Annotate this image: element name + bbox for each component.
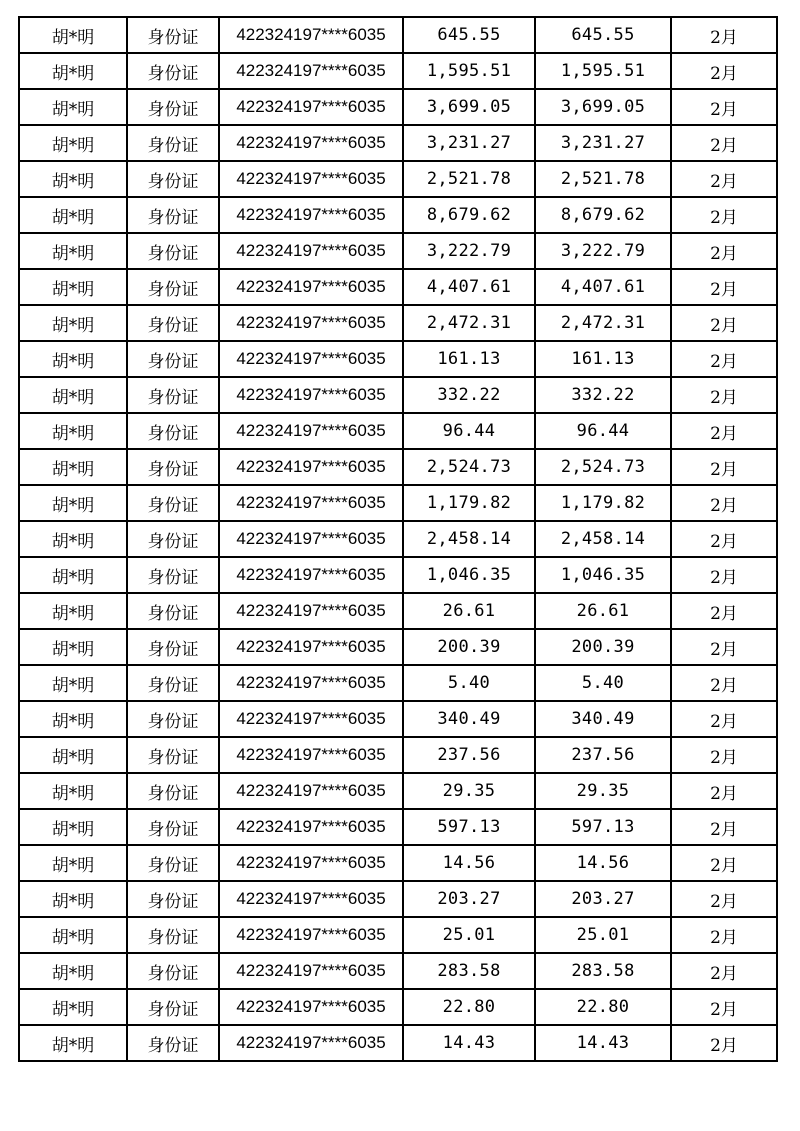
cell-amount-a: 2,472.31 <box>403 305 535 341</box>
cell-name: 胡*明 <box>19 197 127 233</box>
cell-amount-b: 5.40 <box>535 665 671 701</box>
table-row <box>19 809 777 845</box>
table-row <box>19 737 777 773</box>
cell-id-number: 422324197****6035 <box>219 377 403 413</box>
cell-amount-a: 645.55 <box>403 17 535 53</box>
table-row <box>19 953 777 989</box>
cell-name: 胡*明 <box>19 161 127 197</box>
cell-name: 胡*明 <box>19 557 127 593</box>
cell-name: 胡*明 <box>19 809 127 845</box>
table-row <box>19 845 777 881</box>
cell-name: 胡*明 <box>19 665 127 701</box>
cell-month: 2月 <box>671 269 777 305</box>
table-row <box>19 701 777 737</box>
cell-name: 胡*明 <box>19 989 127 1025</box>
cell-id-number: 422324197****6035 <box>219 557 403 593</box>
cell-id-type: 身份证 <box>127 485 219 521</box>
cell-id-number: 422324197****6035 <box>219 917 403 953</box>
cell-month: 2月 <box>671 53 777 89</box>
cell-amount-a: 1,595.51 <box>403 53 535 89</box>
cell-month: 2月 <box>671 89 777 125</box>
cell-amount-a: 4,407.61 <box>403 269 535 305</box>
table-row <box>19 233 777 269</box>
cell-month: 2月 <box>671 305 777 341</box>
cell-month: 2月 <box>671 125 777 161</box>
table-row <box>19 89 777 125</box>
cell-id-number: 422324197****6035 <box>219 665 403 701</box>
cell-amount-b: 200.39 <box>535 629 671 665</box>
cell-name: 胡*明 <box>19 485 127 521</box>
cell-amount-b: 26.61 <box>535 593 671 629</box>
cell-month: 2月 <box>671 953 777 989</box>
cell-id-type: 身份证 <box>127 953 219 989</box>
table-row <box>19 377 777 413</box>
cell-amount-b: 96.44 <box>535 413 671 449</box>
cell-amount-b: 14.43 <box>535 1025 671 1061</box>
cell-amount-a: 5.40 <box>403 665 535 701</box>
cell-amount-b: 645.55 <box>535 17 671 53</box>
cell-amount-a: 2,524.73 <box>403 449 535 485</box>
cell-amount-a: 203.27 <box>403 881 535 917</box>
cell-id-type: 身份证 <box>127 413 219 449</box>
cell-amount-a: 25.01 <box>403 917 535 953</box>
cell-month: 2月 <box>671 485 777 521</box>
cell-id-number: 422324197****6035 <box>219 845 403 881</box>
cell-name: 胡*明 <box>19 593 127 629</box>
cell-id-type: 身份证 <box>127 809 219 845</box>
cell-amount-b: 3,699.05 <box>535 89 671 125</box>
cell-id-type: 身份证 <box>127 233 219 269</box>
table-row <box>19 341 777 377</box>
table-row <box>19 593 777 629</box>
cell-amount-a: 200.39 <box>403 629 535 665</box>
cell-amount-b: 2,524.73 <box>535 449 671 485</box>
cell-id-number: 422324197****6035 <box>219 485 403 521</box>
cell-name: 胡*明 <box>19 341 127 377</box>
cell-id-type: 身份证 <box>127 269 219 305</box>
cell-id-number: 422324197****6035 <box>219 989 403 1025</box>
cell-id-number: 422324197****6035 <box>219 593 403 629</box>
cell-month: 2月 <box>671 557 777 593</box>
cell-name: 胡*明 <box>19 53 127 89</box>
cell-month: 2月 <box>671 377 777 413</box>
cell-id-number: 422324197****6035 <box>219 125 403 161</box>
cell-amount-a: 8,679.62 <box>403 197 535 233</box>
cell-amount-a: 1,046.35 <box>403 557 535 593</box>
cell-id-type: 身份证 <box>127 989 219 1025</box>
cell-id-type: 身份证 <box>127 593 219 629</box>
cell-id-number: 422324197****6035 <box>219 953 403 989</box>
cell-id-number: 422324197****6035 <box>219 305 403 341</box>
cell-month: 2月 <box>671 1025 777 1061</box>
cell-amount-a: 332.22 <box>403 377 535 413</box>
cell-id-type: 身份证 <box>127 845 219 881</box>
cell-amount-a: 22.80 <box>403 989 535 1025</box>
table-row <box>19 521 777 557</box>
cell-month: 2月 <box>671 809 777 845</box>
cell-id-number: 422324197****6035 <box>219 809 403 845</box>
cell-id-number: 422324197****6035 <box>219 161 403 197</box>
cell-id-number: 422324197****6035 <box>219 773 403 809</box>
cell-name: 胡*明 <box>19 305 127 341</box>
table-row <box>19 53 777 89</box>
table-row <box>19 305 777 341</box>
cell-amount-b: 14.56 <box>535 845 671 881</box>
cell-month: 2月 <box>671 665 777 701</box>
ledger-table <box>18 16 778 1062</box>
cell-name: 胡*明 <box>19 17 127 53</box>
cell-amount-a: 597.13 <box>403 809 535 845</box>
cell-month: 2月 <box>671 413 777 449</box>
cell-month: 2月 <box>671 593 777 629</box>
cell-id-number: 422324197****6035 <box>219 701 403 737</box>
cell-id-number: 422324197****6035 <box>219 233 403 269</box>
cell-amount-b: 332.22 <box>535 377 671 413</box>
cell-name: 胡*明 <box>19 377 127 413</box>
cell-amount-a: 26.61 <box>403 593 535 629</box>
cell-id-type: 身份证 <box>127 125 219 161</box>
cell-name: 胡*明 <box>19 737 127 773</box>
cell-amount-b: 1,046.35 <box>535 557 671 593</box>
table-row <box>19 17 777 53</box>
table-row <box>19 485 777 521</box>
cell-amount-a: 96.44 <box>403 413 535 449</box>
cell-amount-b: 8,679.62 <box>535 197 671 233</box>
cell-amount-a: 3,699.05 <box>403 89 535 125</box>
cell-month: 2月 <box>671 737 777 773</box>
cell-month: 2月 <box>671 773 777 809</box>
table-row <box>19 197 777 233</box>
table-row <box>19 629 777 665</box>
cell-id-number: 422324197****6035 <box>219 449 403 485</box>
cell-id-type: 身份证 <box>127 701 219 737</box>
cell-id-type: 身份证 <box>127 17 219 53</box>
cell-name: 胡*明 <box>19 773 127 809</box>
cell-id-type: 身份证 <box>127 737 219 773</box>
table-row <box>19 881 777 917</box>
cell-month: 2月 <box>671 989 777 1025</box>
cell-id-number: 422324197****6035 <box>219 521 403 557</box>
table-row <box>19 773 777 809</box>
cell-amount-b: 2,458.14 <box>535 521 671 557</box>
cell-name: 胡*明 <box>19 521 127 557</box>
cell-id-type: 身份证 <box>127 773 219 809</box>
cell-amount-b: 161.13 <box>535 341 671 377</box>
cell-id-type: 身份证 <box>127 341 219 377</box>
cell-name: 胡*明 <box>19 1025 127 1061</box>
table-row <box>19 557 777 593</box>
cell-month: 2月 <box>671 917 777 953</box>
cell-amount-b: 203.27 <box>535 881 671 917</box>
cell-amount-a: 283.58 <box>403 953 535 989</box>
cell-id-number: 422324197****6035 <box>219 269 403 305</box>
cell-name: 胡*明 <box>19 629 127 665</box>
cell-amount-b: 22.80 <box>535 989 671 1025</box>
cell-month: 2月 <box>671 233 777 269</box>
cell-amount-b: 2,521.78 <box>535 161 671 197</box>
cell-amount-b: 237.56 <box>535 737 671 773</box>
cell-id-number: 422324197****6035 <box>219 881 403 917</box>
cell-id-type: 身份证 <box>127 665 219 701</box>
cell-id-type: 身份证 <box>127 305 219 341</box>
cell-amount-a: 29.35 <box>403 773 535 809</box>
cell-amount-a: 2,458.14 <box>403 521 535 557</box>
cell-name: 胡*明 <box>19 125 127 161</box>
cell-id-type: 身份证 <box>127 53 219 89</box>
cell-id-number: 422324197****6035 <box>219 341 403 377</box>
cell-id-type: 身份证 <box>127 881 219 917</box>
table-row <box>19 989 777 1025</box>
cell-amount-b: 1,179.82 <box>535 485 671 521</box>
cell-amount-a: 3,231.27 <box>403 125 535 161</box>
cell-id-number: 422324197****6035 <box>219 89 403 125</box>
cell-id-type: 身份证 <box>127 197 219 233</box>
cell-amount-b: 283.58 <box>535 953 671 989</box>
cell-name: 胡*明 <box>19 269 127 305</box>
cell-amount-b: 25.01 <box>535 917 671 953</box>
cell-month: 2月 <box>671 629 777 665</box>
cell-id-number: 422324197****6035 <box>219 17 403 53</box>
cell-id-type: 身份证 <box>127 89 219 125</box>
table-row <box>19 917 777 953</box>
cell-name: 胡*明 <box>19 89 127 125</box>
table-row <box>19 1025 777 1061</box>
table-row <box>19 413 777 449</box>
cell-name: 胡*明 <box>19 449 127 485</box>
cell-month: 2月 <box>671 341 777 377</box>
cell-id-type: 身份证 <box>127 521 219 557</box>
cell-name: 胡*明 <box>19 413 127 449</box>
cell-id-number: 422324197****6035 <box>219 413 403 449</box>
cell-name: 胡*明 <box>19 233 127 269</box>
cell-amount-b: 3,231.27 <box>535 125 671 161</box>
cell-id-type: 身份证 <box>127 1025 219 1061</box>
cell-month: 2月 <box>671 161 777 197</box>
cell-amount-b: 597.13 <box>535 809 671 845</box>
cell-amount-b: 1,595.51 <box>535 53 671 89</box>
cell-id-number: 422324197****6035 <box>219 197 403 233</box>
cell-month: 2月 <box>671 449 777 485</box>
ledger-table-body <box>19 17 777 1061</box>
cell-id-type: 身份证 <box>127 161 219 197</box>
cell-month: 2月 <box>671 845 777 881</box>
cell-amount-b: 3,222.79 <box>535 233 671 269</box>
cell-month: 2月 <box>671 701 777 737</box>
cell-amount-b: 4,407.61 <box>535 269 671 305</box>
cell-name: 胡*明 <box>19 701 127 737</box>
cell-month: 2月 <box>671 17 777 53</box>
cell-id-number: 422324197****6035 <box>219 737 403 773</box>
cell-id-number: 422324197****6035 <box>219 53 403 89</box>
table-row <box>19 665 777 701</box>
cell-amount-a: 14.43 <box>403 1025 535 1061</box>
cell-amount-a: 14.56 <box>403 845 535 881</box>
cell-name: 胡*明 <box>19 917 127 953</box>
table-row <box>19 161 777 197</box>
cell-id-type: 身份证 <box>127 917 219 953</box>
cell-name: 胡*明 <box>19 881 127 917</box>
cell-id-type: 身份证 <box>127 377 219 413</box>
cell-name: 胡*明 <box>19 953 127 989</box>
ledger-sheet <box>18 16 776 1062</box>
cell-amount-a: 340.49 <box>403 701 535 737</box>
cell-id-type: 身份证 <box>127 557 219 593</box>
cell-name: 胡*明 <box>19 845 127 881</box>
cell-id-type: 身份证 <box>127 449 219 485</box>
cell-amount-a: 2,521.78 <box>403 161 535 197</box>
cell-amount-b: 340.49 <box>535 701 671 737</box>
cell-amount-a: 3,222.79 <box>403 233 535 269</box>
cell-amount-a: 237.56 <box>403 737 535 773</box>
table-row <box>19 269 777 305</box>
table-row <box>19 125 777 161</box>
cell-id-number: 422324197****6035 <box>219 1025 403 1061</box>
cell-id-type: 身份证 <box>127 629 219 665</box>
cell-id-number: 422324197****6035 <box>219 629 403 665</box>
table-row <box>19 449 777 485</box>
cell-amount-a: 1,179.82 <box>403 485 535 521</box>
cell-amount-b: 2,472.31 <box>535 305 671 341</box>
cell-amount-a: 161.13 <box>403 341 535 377</box>
cell-month: 2月 <box>671 197 777 233</box>
cell-month: 2月 <box>671 521 777 557</box>
cell-month: 2月 <box>671 881 777 917</box>
cell-amount-b: 29.35 <box>535 773 671 809</box>
